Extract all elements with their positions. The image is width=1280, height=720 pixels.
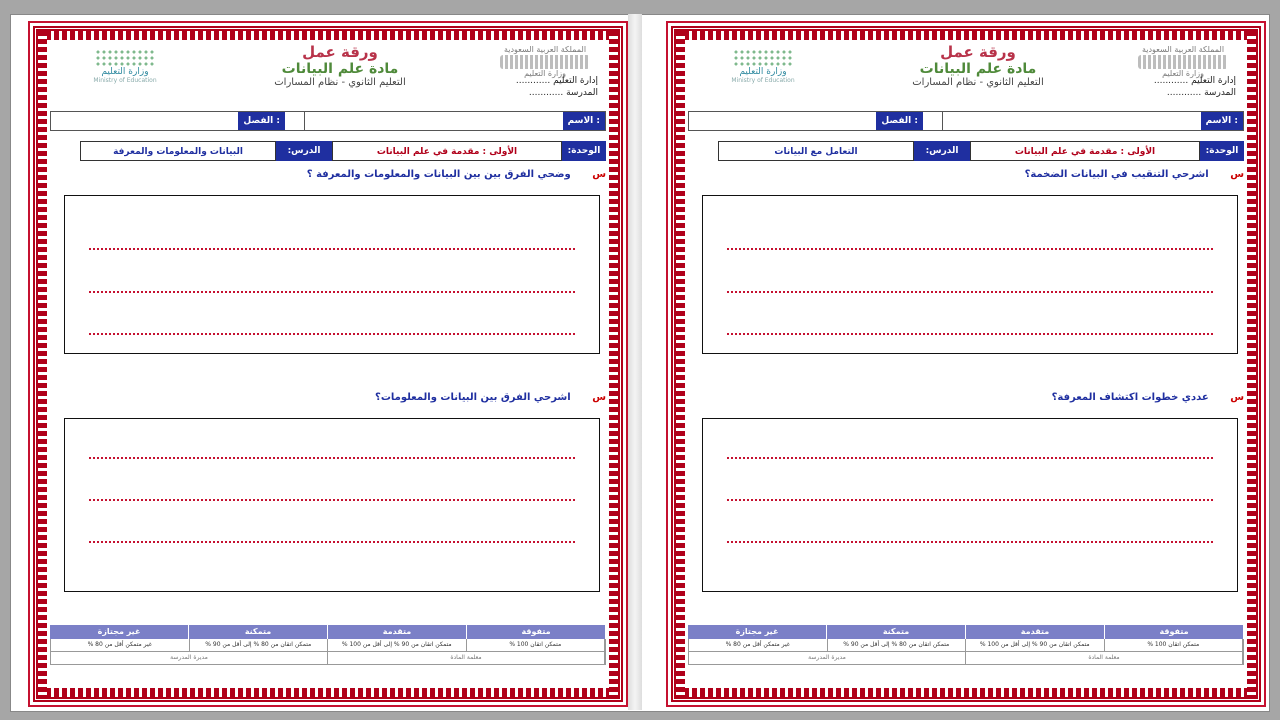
question-text: عددي خطوات اكتشاف المعرفة؟ (1051, 392, 1209, 403)
name-label: الاسم : (563, 112, 605, 130)
question-2 (688, 392, 1244, 408)
question-text: وضحي الفرق بين بين البيانات والمعلومات والمعرفة ؟ (306, 169, 571, 180)
worksheet-page-1 (33, 26, 623, 702)
signature-cell: معلمة المادة (966, 652, 1243, 664)
page-divider (628, 14, 642, 710)
title-subject: مادة علم البيانات (919, 61, 1037, 77)
question-marker: س (592, 169, 606, 180)
signature-cell: معلمة المادة (328, 652, 605, 664)
question-text: اشرحي الفرق بين البيانات والمعلومات؟ (375, 392, 571, 403)
unit-value: الأولى : مقدمة في علم البيانات (332, 141, 562, 161)
student-info-bar (50, 111, 606, 131)
lesson-label: الدرس: (276, 141, 332, 161)
answer-line (89, 541, 575, 543)
answer-line (89, 248, 575, 250)
border-ornament-bottom (676, 688, 1256, 697)
answer-box-1[interactable] (64, 195, 600, 354)
ministry-small-text: وزارة التعليم (524, 69, 566, 78)
question-text: اشرحي التنقيب في البيانات الضخمة؟ (1024, 169, 1209, 180)
class-label: الفصل : (238, 112, 285, 130)
border-ornament-top (38, 31, 618, 40)
title-worksheet: ورقة عمل (940, 43, 1016, 61)
rating-header: متقدمة (966, 625, 1105, 639)
answer-line (89, 291, 575, 293)
border-ornament-left (38, 31, 47, 697)
kingdom-emblem (1128, 45, 1238, 79)
border-ornament-bottom (38, 688, 618, 697)
answer-line (89, 499, 575, 501)
worksheet-page-2 (671, 26, 1261, 702)
question-marker: س (1230, 169, 1244, 180)
ministry-logo (70, 49, 180, 84)
title-track: التعليم الثانوي - نظام المسارات (274, 77, 406, 88)
lesson-bar (688, 141, 1244, 161)
rating-header: متمكنة (827, 625, 966, 639)
school-label: المدرسة (1204, 88, 1236, 98)
emblem-icon (500, 55, 590, 69)
student-info-bar (688, 111, 1244, 131)
rating-table (50, 625, 606, 677)
answer-line (727, 499, 1213, 501)
worksheet-title (858, 43, 1098, 88)
rating-desc[interactable]: غير متمكن أقل من 80 % (51, 639, 190, 651)
answer-box-1[interactable] (702, 195, 1238, 354)
rating-desc[interactable]: متمكن اتقان 100 % (467, 639, 606, 651)
logo-subtext: Ministry of Education (731, 77, 795, 84)
rating-header: غير مجتازة (688, 625, 827, 639)
logo-text: وزارة التعليم (101, 67, 149, 77)
signature-cell: مديرة المدرسة (51, 652, 328, 664)
ministry-logo (708, 49, 818, 84)
rating-table (688, 625, 1244, 677)
name-field[interactable] (304, 112, 545, 130)
question-2 (50, 392, 606, 408)
name-field[interactable] (942, 112, 1183, 130)
answer-line (727, 457, 1213, 459)
signature-cell: مديرة المدرسة (689, 652, 966, 664)
class-label: الفصل : (876, 112, 923, 130)
logo-text: وزارة التعليم (739, 67, 787, 77)
answer-line (727, 248, 1213, 250)
lesson-value: البيانات والمعلومات والمعرفة (80, 141, 276, 161)
border-ornament-left (676, 31, 685, 697)
logo-subtext: Ministry of Education (93, 77, 157, 84)
border-ornament-right (609, 31, 618, 697)
edu-admin-label: إدارة التعليم (1191, 76, 1236, 86)
rating-desc[interactable]: متمكن اتقان من 80 % إلى أقل من 90 % (190, 639, 329, 651)
worksheet-header (688, 43, 1244, 105)
title-track: التعليم الثانوي - نظام المسارات (912, 77, 1044, 88)
kingdom-text: المملكة العربية السعودية (1141, 45, 1225, 54)
kingdom-emblem (490, 45, 600, 79)
answer-line (89, 457, 575, 459)
name-label: الاسم : (1201, 112, 1243, 130)
ministry-small-text: وزارة التعليم (1162, 69, 1204, 78)
rating-desc[interactable]: متمكن اتقان من 80 % إلى أقل من 90 % (828, 639, 967, 651)
border-ornament-top (676, 31, 1256, 40)
title-subject: مادة علم البيانات (281, 61, 399, 77)
title-worksheet: ورقة عمل (302, 43, 378, 61)
school-info: إدارة التعليم ............ المدرسة ............ (1153, 76, 1236, 98)
school-label: المدرسة (566, 88, 598, 98)
school-info: إدارة التعليم ............ المدرسة ............ (515, 76, 598, 98)
unit-label: الوحدة: (562, 141, 606, 161)
answer-line (727, 541, 1213, 543)
question-marker: س (1230, 392, 1244, 403)
ministry-logo-icon (95, 49, 155, 67)
unit-value: الأولى : مقدمة في علم البيانات (970, 141, 1200, 161)
rating-header: متفوقة (1105, 625, 1244, 639)
question-marker: س (592, 392, 606, 403)
rating-header: غير مجتازة (50, 625, 189, 639)
answer-line (727, 291, 1213, 293)
rating-header: متفوقة (467, 625, 606, 639)
question-1 (688, 169, 1244, 185)
answer-box-2[interactable] (64, 418, 600, 592)
rating-desc[interactable]: متمكن اتقان من 90 % إلى أقل من 100 % (966, 639, 1105, 651)
class-field[interactable] (51, 112, 235, 130)
question-1 (50, 169, 606, 185)
rating-desc[interactable]: متمكن اتقان 100 % (1105, 639, 1244, 651)
edu-admin-label: إدارة التعليم (553, 76, 598, 86)
answer-box-2[interactable] (702, 418, 1238, 592)
answer-line (727, 333, 1213, 335)
rating-header: متقدمة (328, 625, 467, 639)
worksheet-header (50, 43, 606, 105)
rating-desc[interactable]: متمكن اتقان من 90 % إلى أقل من 100 % (328, 639, 467, 651)
class-field[interactable] (689, 112, 873, 130)
worksheet-title (220, 43, 460, 88)
lesson-bar (50, 141, 606, 161)
unit-label: الوحدة: (1200, 141, 1244, 161)
kingdom-text: المملكة العربية السعودية (503, 45, 587, 54)
emblem-icon (1138, 55, 1228, 69)
lesson-value: التعامل مع البيانات (718, 141, 914, 161)
rating-header: متمكنة (189, 625, 328, 639)
answer-line (89, 333, 575, 335)
ministry-logo-icon (733, 49, 793, 67)
lesson-label: الدرس: (914, 141, 970, 161)
border-ornament-right (1247, 31, 1256, 697)
rating-desc[interactable]: غير متمكن أقل من 80 % (689, 639, 828, 651)
